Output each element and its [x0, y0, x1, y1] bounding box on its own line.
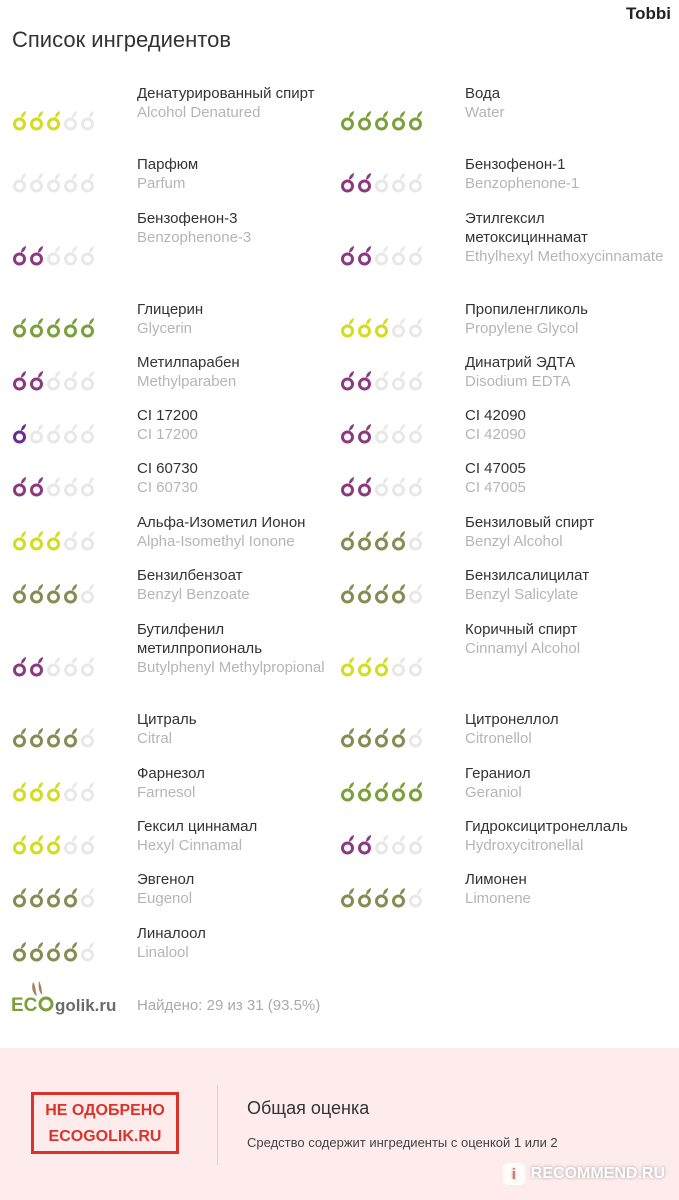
rating-drop-filled-icon [374, 727, 389, 749]
rating-drop-filled-icon [29, 656, 44, 678]
rating-drop-filled-icon [29, 941, 44, 963]
rating-drop-filled-icon [29, 530, 44, 552]
ingredient-item[interactable] [12, 566, 342, 610]
rating-drop-filled-icon [12, 834, 27, 856]
rating-drop-filled-icon [12, 781, 27, 803]
rating-drop-empty-icon [80, 583, 95, 605]
rating-drop-empty-icon [63, 370, 78, 392]
ingredient-item[interactable] [340, 300, 670, 344]
ingredient-name-ru: Бензилбензоат [137, 567, 243, 584]
rating-drop-filled-icon [12, 423, 27, 445]
rating-drop-empty-icon [63, 530, 78, 552]
rating-drop-empty-icon [374, 245, 389, 267]
rating-drop-empty-icon [408, 423, 423, 445]
rating-drop-filled-icon [374, 110, 389, 132]
rating-drop-filled-icon [63, 727, 78, 749]
ingredient-rating [12, 656, 97, 678]
watermark-text: RECOMMEND.RU [530, 1165, 665, 1182]
stamp-line-1: НЕ ОДОБРЕНО [45, 1102, 165, 1119]
rating-drop-filled-icon [391, 583, 406, 605]
rating-drop-filled-icon [12, 110, 27, 132]
rating-drop-empty-icon [63, 476, 78, 498]
ingredient-name-en: Citronellol [465, 730, 532, 747]
ingredient-rating [12, 727, 97, 749]
rating-drop-filled-icon [12, 530, 27, 552]
ingredient-rating [12, 530, 97, 552]
svg-text:EC: EC [11, 995, 38, 1016]
verdict-divider [217, 1085, 218, 1165]
ingredient-name-en: Benzophenone-3 [137, 229, 252, 246]
ingredient-name-ru: Гидроксицитронеллаль [465, 818, 628, 835]
rating-drop-filled-icon [357, 245, 372, 267]
rating-drop-filled-icon [46, 317, 61, 339]
rating-drop-filled-icon [12, 887, 27, 909]
ingredient-item[interactable] [340, 209, 670, 291]
ingredient-item[interactable] [340, 870, 670, 914]
ingredient-rating [340, 476, 425, 498]
ingredient-item[interactable] [340, 459, 670, 503]
ingredient-name-ru: Цитраль [137, 711, 197, 728]
rating-drop-empty-icon [63, 172, 78, 194]
rating-drop-filled-icon [340, 887, 355, 909]
rating-drop-empty-icon [408, 583, 423, 605]
rating-drop-filled-icon [357, 583, 372, 605]
rating-drop-empty-icon [63, 423, 78, 445]
rating-drop-filled-icon [391, 110, 406, 132]
ingredient-name-ru: Денатурированный спирт [137, 85, 315, 102]
rating-drop-filled-icon [357, 317, 372, 339]
ingredient-item[interactable] [12, 620, 342, 702]
ingredient-rating [340, 583, 425, 605]
rating-drop-empty-icon [391, 172, 406, 194]
ingredient-name-en: CI 17200 [137, 426, 198, 443]
ingredient-rating [12, 423, 97, 445]
rating-drop-filled-icon [357, 476, 372, 498]
ingredient-name-ru: Гексил циннамал [137, 818, 258, 835]
ingredient-item[interactable] [340, 353, 670, 397]
ingredient-item[interactable] [340, 406, 670, 450]
ingredient-name-en: Methylparaben [137, 373, 237, 390]
ingredient-item[interactable] [340, 817, 670, 861]
ingredient-name-en: CI 60730 [137, 479, 198, 496]
rating-drop-filled-icon [340, 245, 355, 267]
ingredient-rating [340, 110, 425, 132]
ingredient-name-en: Limonene [465, 890, 531, 907]
ingredient-name-ru: Линалоол [137, 925, 206, 942]
rating-drop-empty-icon [408, 727, 423, 749]
rating-drop-filled-icon [46, 834, 61, 856]
ingredient-name-en: Benzyl Benzoate [137, 586, 250, 603]
rating-drop-empty-icon [63, 245, 78, 267]
rating-drop-filled-icon [12, 583, 27, 605]
rating-drop-empty-icon [80, 887, 95, 909]
rating-drop-filled-icon [357, 172, 372, 194]
rating-drop-filled-icon [29, 781, 44, 803]
rating-drop-filled-icon [46, 887, 61, 909]
rating-drop-empty-icon [80, 476, 95, 498]
rating-drop-filled-icon [340, 781, 355, 803]
ingredient-name-ru: Глицерин [137, 301, 204, 318]
ingredient-name-ru: Пропиленгликоль [465, 301, 588, 318]
rating-drop-filled-icon [357, 423, 372, 445]
ingredient-item[interactable] [340, 513, 670, 557]
rating-drop-empty-icon [408, 370, 423, 392]
rating-drop-filled-icon [357, 834, 372, 856]
ingredient-name-ru: CI 42090 [465, 407, 526, 424]
ingredient-rating [12, 834, 97, 856]
ingredient-rating [12, 245, 97, 267]
rating-drop-filled-icon [63, 887, 78, 909]
ingredient-name-en: Propylene Glycol [465, 320, 579, 337]
not-approved-stamp [31, 1092, 179, 1154]
rating-drop-filled-icon [391, 727, 406, 749]
rating-drop-empty-icon [80, 423, 95, 445]
rating-drop-empty-icon [391, 317, 406, 339]
ingredient-rating [12, 172, 97, 194]
rating-drop-filled-icon [357, 530, 372, 552]
rating-drop-filled-icon [46, 583, 61, 605]
rating-drop-filled-icon [340, 317, 355, 339]
rating-drop-empty-icon [408, 317, 423, 339]
rating-drop-empty-icon [80, 245, 95, 267]
rating-drop-filled-icon [29, 110, 44, 132]
ingredient-rating [340, 781, 425, 803]
page-title: Список ингредиентов [12, 27, 232, 52]
ingredient-name-en: Hydroxycitronellal [465, 837, 584, 854]
ingredient-name-ru: Цитронеллол [465, 711, 559, 728]
rating-drop-filled-icon [374, 887, 389, 909]
rating-drop-filled-icon [12, 727, 27, 749]
ingredient-name-ru: Альфа-Изометил Ионон [137, 514, 306, 531]
ingredient-item[interactable] [12, 353, 342, 397]
rating-drop-empty-icon [408, 887, 423, 909]
rating-drop-empty-icon [46, 423, 61, 445]
rating-drop-filled-icon [29, 317, 44, 339]
ingredient-name-ru: Эвгенол [137, 871, 195, 888]
rating-drop-empty-icon [80, 110, 95, 132]
rating-drop-empty-icon [391, 656, 406, 678]
rating-drop-filled-icon [357, 656, 372, 678]
rating-drop-empty-icon [408, 656, 423, 678]
username: Tobbi [626, 4, 671, 23]
ingredient-name-en: Ethylhexyl Methoxycinnamate [465, 248, 664, 265]
rating-drop-filled-icon [46, 110, 61, 132]
ingredient-item[interactable] [12, 817, 342, 861]
rating-drop-filled-icon [391, 887, 406, 909]
ingredient-name-ru: Гераниол [465, 765, 531, 782]
rating-drop-empty-icon [29, 423, 44, 445]
ingredient-name-en: Alpha-Isomethyl Ionone [137, 533, 295, 550]
ingredient-rating [340, 887, 425, 909]
rating-drop-filled-icon [12, 941, 27, 963]
ingredient-item[interactable] [340, 620, 670, 702]
rating-drop-empty-icon [408, 172, 423, 194]
ingredient-item[interactable] [12, 924, 342, 968]
rating-drop-filled-icon [357, 727, 372, 749]
svg-text:golik.ru: golik.ru [55, 996, 117, 1015]
rating-drop-empty-icon [391, 245, 406, 267]
found-count: Найдено: 29 из 31 (93.5%) [137, 997, 321, 1014]
rating-drop-filled-icon [340, 476, 355, 498]
rating-drop-empty-icon [408, 530, 423, 552]
rating-drop-filled-icon [340, 423, 355, 445]
ingredient-name-en: Benzophenone-1 [465, 175, 580, 192]
rating-drop-empty-icon [63, 656, 78, 678]
ingredient-item[interactable] [340, 764, 670, 808]
ingredient-name-ru: Метилпарабен [137, 354, 240, 371]
rating-drop-filled-icon [29, 727, 44, 749]
rating-drop-filled-icon [340, 172, 355, 194]
ingredient-item[interactable] [340, 155, 670, 199]
rating-drop-empty-icon [374, 834, 389, 856]
rating-drop-empty-icon [80, 941, 95, 963]
ingredient-name-en: Water [465, 104, 505, 121]
stamp-line-2: ECOGOLIK.RU [48, 1128, 162, 1145]
rating-drop-filled-icon [340, 656, 355, 678]
ingredient-name-en: CI 47005 [465, 479, 526, 496]
ingredient-name-ru: CI 60730 [137, 460, 198, 477]
rating-drop-filled-icon [29, 476, 44, 498]
rating-drop-empty-icon [80, 834, 95, 856]
rating-drop-empty-icon [46, 476, 61, 498]
rating-drop-filled-icon [374, 317, 389, 339]
rating-drop-filled-icon [46, 941, 61, 963]
ingredient-rating [12, 370, 97, 392]
rating-drop-filled-icon [12, 245, 27, 267]
ingredient-name-en: Butylphenyl Methylpropional [137, 659, 325, 676]
ingredient-name-en: Benzyl Alcohol [465, 533, 563, 550]
ingredient-name-ru: Фарнезол [137, 765, 205, 782]
rating-drop-filled-icon [12, 370, 27, 392]
rating-drop-filled-icon [29, 887, 44, 909]
rating-drop-filled-icon [63, 317, 78, 339]
ingredient-name-ru: Бензофенон-1 [465, 156, 566, 173]
rating-drop-empty-icon [374, 172, 389, 194]
rating-drop-empty-icon [63, 834, 78, 856]
ingredient-name-ru: Бензофенон-3 [137, 210, 238, 227]
rating-drop-empty-icon [63, 110, 78, 132]
rating-drop-filled-icon [340, 834, 355, 856]
rating-drop-empty-icon [80, 727, 95, 749]
ingredient-rating [340, 172, 425, 194]
ingredient-item[interactable] [12, 84, 342, 146]
rating-drop-empty-icon [80, 781, 95, 803]
rating-drop-filled-icon [340, 530, 355, 552]
ingredient-name-ru: Лимонен [465, 871, 527, 888]
rating-drop-empty-icon [80, 530, 95, 552]
ingredient-name-en: Benzyl Salicylate [465, 586, 579, 603]
ingredient-name-ru: Бензиловый спирт [465, 514, 595, 531]
rating-drop-filled-icon [340, 370, 355, 392]
rating-drop-filled-icon [340, 727, 355, 749]
ingredient-rating [340, 834, 425, 856]
rating-drop-filled-icon [374, 583, 389, 605]
ingredient-rating [340, 727, 425, 749]
rating-drop-filled-icon [29, 834, 44, 856]
ingredient-item[interactable] [340, 84, 670, 146]
rating-drop-filled-icon [391, 530, 406, 552]
rating-drop-filled-icon [46, 727, 61, 749]
rating-drop-empty-icon [80, 656, 95, 678]
ingredient-rating [340, 656, 425, 678]
ingredient-rating [340, 530, 425, 552]
ingredient-name-en: Hexyl Cinnamal [137, 837, 243, 854]
ingredient-item[interactable] [12, 710, 342, 754]
ingredient-item[interactable] [12, 209, 342, 291]
rating-drop-filled-icon [340, 110, 355, 132]
rating-drop-empty-icon [80, 172, 95, 194]
rating-drop-filled-icon [12, 476, 27, 498]
ingredient-name-ru: Бутилфенил метилпропиональ [137, 621, 263, 657]
ingredient-name-ru: Этилгексил метоксициннамат [465, 210, 588, 246]
rating-drop-empty-icon [63, 781, 78, 803]
rating-drop-empty-icon [408, 834, 423, 856]
rating-drop-filled-icon [374, 656, 389, 678]
irecommend-watermark [503, 1160, 665, 1188]
ingredient-item[interactable] [340, 566, 670, 610]
ingredient-name-en: Farnesol [137, 784, 196, 801]
ingredient-rating [12, 583, 97, 605]
ingredient-name-en: Geraniol [465, 784, 522, 801]
ingredient-name-ru: Вода [465, 85, 501, 102]
rating-drop-filled-icon [46, 781, 61, 803]
ingredient-name-en: Disodium EDTA [465, 373, 571, 390]
ingredient-name-en: Cinnamyl Alcohol [465, 640, 581, 657]
rating-drop-empty-icon [46, 245, 61, 267]
ingredient-name-ru: Бензилсалицилат [465, 567, 590, 584]
ingredient-rating [12, 110, 97, 132]
ingredient-name-ru: CI 17200 [137, 407, 198, 424]
rating-drop-filled-icon [80, 317, 95, 339]
ingredient-name-en: CI 42090 [465, 426, 526, 443]
ingredient-item[interactable] [12, 513, 342, 557]
ingredient-rating [340, 370, 425, 392]
ingredient-name-ru: Динатрий ЭДТА [465, 354, 576, 371]
rating-drop-empty-icon [80, 370, 95, 392]
ingredient-rating [12, 781, 97, 803]
verdict-title: Общая оценка [247, 1098, 370, 1118]
rating-drop-filled-icon [29, 583, 44, 605]
ingredient-name-en: Linalool [137, 944, 189, 961]
rating-drop-filled-icon [357, 887, 372, 909]
rating-drop-empty-icon [46, 656, 61, 678]
rating-drop-empty-icon [374, 370, 389, 392]
ingredient-rating [340, 423, 425, 445]
rating-drop-empty-icon [12, 172, 27, 194]
rating-drop-filled-icon [357, 781, 372, 803]
rating-drop-empty-icon [374, 476, 389, 498]
ingredient-name-ru: Коричный спирт [465, 621, 578, 638]
ingredient-name-en: Alcohol Denatured [137, 104, 261, 121]
ingredient-rating [12, 887, 97, 909]
verdict-text: Средство содержит ингредиенты с оценкой 1 или 2 [247, 1135, 558, 1150]
rating-drop-empty-icon [46, 172, 61, 194]
rating-drop-filled-icon [12, 317, 27, 339]
rating-drop-filled-icon [408, 110, 423, 132]
rating-drop-empty-icon [374, 423, 389, 445]
ecogolik-logo [11, 978, 121, 1018]
rating-drop-empty-icon [29, 172, 44, 194]
rating-drop-empty-icon [391, 423, 406, 445]
rating-drop-filled-icon [340, 583, 355, 605]
ingredient-name-en: Parfum [137, 175, 186, 192]
rating-drop-filled-icon [29, 245, 44, 267]
rating-drop-filled-icon [374, 530, 389, 552]
rating-drop-filled-icon [357, 370, 372, 392]
ingredient-rating [12, 941, 97, 963]
ingredient-name-ru: Парфюм [137, 156, 199, 173]
rating-drop-filled-icon [12, 656, 27, 678]
rating-drop-filled-icon [29, 370, 44, 392]
ingredient-item[interactable] [12, 870, 342, 914]
ingredient-name-en: Eugenol [137, 890, 193, 907]
ingredient-name-en: Glycerin [137, 320, 193, 337]
rating-drop-filled-icon [408, 781, 423, 803]
ingredient-name-en: Citral [137, 730, 173, 747]
ingredient-rating [340, 317, 425, 339]
rating-drop-filled-icon [374, 781, 389, 803]
rating-drop-empty-icon [391, 476, 406, 498]
ingredient-rating [340, 245, 425, 267]
rating-drop-empty-icon [408, 245, 423, 267]
rating-drop-filled-icon [63, 941, 78, 963]
rating-drop-filled-icon [46, 530, 61, 552]
ingredient-name-ru: CI 47005 [465, 460, 526, 477]
rating-drop-empty-icon [46, 370, 61, 392]
ingredient-item[interactable] [12, 300, 342, 344]
ingredient-item[interactable] [340, 710, 670, 754]
ingredient-item[interactable] [12, 764, 342, 808]
ingredient-item[interactable] [12, 406, 342, 450]
rating-drop-empty-icon [391, 834, 406, 856]
rating-drop-empty-icon [408, 476, 423, 498]
irecommend-logo-icon: i [503, 1163, 525, 1185]
ingredient-rating [12, 476, 97, 498]
rating-drop-filled-icon [357, 110, 372, 132]
rating-drop-filled-icon [391, 781, 406, 803]
rating-drop-filled-icon [63, 583, 78, 605]
rating-drop-empty-icon [391, 370, 406, 392]
ingredient-item[interactable] [12, 459, 342, 503]
ingredient-item[interactable] [12, 155, 342, 199]
ingredient-rating [12, 317, 97, 339]
